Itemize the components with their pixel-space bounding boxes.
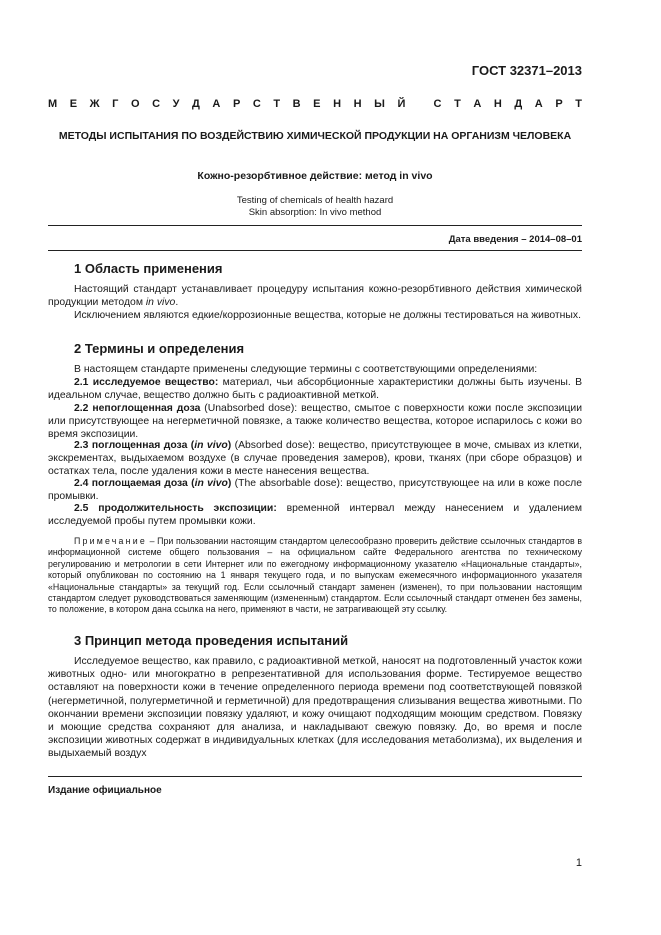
page-number: 1 bbox=[575, 857, 582, 869]
heading-letter: Т bbox=[575, 98, 582, 110]
english-title bbox=[48, 195, 582, 219]
term-2-2 bbox=[48, 402, 582, 442]
heading-letter: Н bbox=[353, 98, 362, 110]
note-label: Примечание bbox=[74, 536, 147, 546]
section-3-paragraph-1: Исследуемое вещество, как правило, с радиоактивной меткой, наносят на подготовленный участок кожи животных одно- или многократно в репрезентативной для использования форме. Тестируемое вещество оставляют на поверхности кожи в течение определенного периода времени под соответствующей повязкой (негерметичной, полугерметичной и герметичной) для предотвращения слизывания вещества животными. По окончании времени экспозиции повязку удаляют, и кожу очищают подходящим моющим средством. Повязку и моющие средства сохраняют для анализа, и накладывают свежую повязку. До, во время и после экспозиции животных содержат в индивидуальных клетках (для исследования метаболизма), их выделения и выдыхаемый воздух bbox=[48, 656, 582, 760]
heading-letter: А bbox=[212, 98, 221, 110]
heading-letter: Н bbox=[333, 98, 342, 110]
term-label: 2.4 поглощаемая доза ( bbox=[74, 478, 195, 489]
heading-letter: Т bbox=[273, 98, 281, 110]
heading-letter: Т bbox=[454, 98, 461, 110]
term-definition: временной интервал между нанесением и удалением исследуемой пробы путем промывки кожи. bbox=[48, 503, 582, 528]
english-title-line1: Testing of chemicals of health hazard bbox=[236, 195, 394, 206]
term-2-1 bbox=[48, 376, 582, 402]
divider bbox=[48, 776, 582, 777]
note-text: – При пользовании настоящим стандартом целесообразно проверить действие ссылочных стандартов в информационной системе общего пользования – на официальном сайте Федерального агентства по техническому регулированию и метрологии в сети Интернет или по ежегодному информационному указателю «Национальные стандарты», который опубликован по состоянию на 1 января текущего года, и по выпускам ежемесячного информационного указателя «Национальные стандарты» за текущий год. Если ссылочный стандарт заменен (изменен), то при пользовании настоящим стандартом следует руководствоваться заменяющим (измененным) стандартом. Если ссылочный стандарт отменен без замены, то положение, в котором дана ссылка на него, применяют в части, не затрагивающей эту ссылку. bbox=[48, 536, 582, 615]
heading-letter: Д bbox=[192, 98, 200, 110]
term-label: 2.5 продолжительность экспозиции: bbox=[74, 503, 277, 514]
heading-letter: Й bbox=[397, 98, 406, 110]
heading-letter: С bbox=[433, 98, 442, 110]
official-edition-label: Издание официальное bbox=[48, 785, 162, 796]
heading-letter: У bbox=[172, 98, 180, 110]
section-2-heading: 2 Термины и определения bbox=[74, 341, 245, 356]
term-2-5 bbox=[48, 502, 582, 528]
term-label: ) bbox=[227, 478, 232, 489]
text-run-italic: in vivo bbox=[145, 297, 176, 309]
section-1-paragraph-2: Исключением являются едкие/коррозионные вещества, которые не должны тестироваться на животных. bbox=[74, 310, 581, 321]
term-2-4 bbox=[48, 477, 582, 503]
term-definition: (Absorbed dose): вещество, присутствующее в моче, смывах из клетки, экскрементах, выдыхаемом воздухе (в случае проведения замеров), крови, тканях (при сборе образцов) и остатках тела, после удаления кожи в месте нанесения вещества. bbox=[48, 440, 582, 478]
section-1-paragraph-1 bbox=[48, 283, 582, 309]
divider bbox=[48, 225, 582, 226]
heading-letter: А bbox=[473, 98, 482, 110]
divider bbox=[48, 250, 582, 251]
section-3-heading: 3 Принцип метода проведения испытаний bbox=[74, 633, 349, 648]
section-1-heading: 1 Область применения bbox=[74, 261, 223, 276]
heading-letter: С bbox=[152, 98, 161, 110]
text-run: Настоящий стандарт устанавливает процедуру испытания кожно-резорбтивного действия химической продукции методом bbox=[48, 284, 582, 309]
heading-letter: М bbox=[48, 98, 58, 110]
heading-letter: В bbox=[292, 98, 301, 110]
heading-letter: Е bbox=[69, 98, 78, 110]
section-2-intro: В настоящем стандарте применены следующие термины с соответствующими определениями: bbox=[74, 364, 538, 375]
document-subtitle: Кожно-резорбтивное действие: метод in vivo bbox=[197, 170, 433, 182]
standard-type-heading bbox=[48, 98, 582, 110]
heading-letter: А bbox=[534, 98, 543, 110]
term-label: ) bbox=[227, 440, 232, 451]
heading-letter: О bbox=[130, 98, 140, 110]
heading-letter: Е bbox=[313, 98, 321, 110]
heading-letter: Д bbox=[514, 98, 523, 110]
heading-letter: Р bbox=[555, 98, 563, 110]
term-label: 2.1 исследуемое вещество: bbox=[74, 377, 219, 388]
introduction-date: Дата введения – 2014–08–01 bbox=[448, 234, 582, 245]
term-definition: (Unabsorbed dose): вещество, смытое с поверхности кожи после экспозиции или присутствующее на негерметичной повязке, а также количество вещества, которое испарилось с кожи во время экспозиции. bbox=[48, 403, 583, 441]
gost-number: ГОСТ 32371–2013 bbox=[471, 63, 582, 78]
term-label: 2.3 поглощенная доза ( bbox=[74, 440, 195, 451]
term-definition: (The absorbable dose): вещество, присутствующее на или в коже после промывки. bbox=[48, 478, 582, 503]
heading-letter: Н bbox=[493, 98, 502, 110]
term-label-italic: in vivo bbox=[194, 440, 228, 451]
term-label-italic: in vivo bbox=[194, 478, 228, 489]
english-title-line2: Skin absorption: In vivo method bbox=[248, 207, 382, 218]
heading-letter: Ы bbox=[374, 98, 385, 110]
term-2-3 bbox=[48, 439, 582, 479]
heading-letter bbox=[418, 98, 421, 110]
heading-letter: Ж bbox=[89, 98, 100, 110]
text-run: . bbox=[175, 297, 179, 309]
term-definition: материал, чьи абсорбционные характеристики должны быть изучены. В идеальном случае, вещество должно быть с радиоактивной меткой. bbox=[48, 377, 582, 402]
heading-letter: С bbox=[252, 98, 261, 110]
heading-letter: Р bbox=[232, 98, 241, 110]
note-paragraph bbox=[48, 536, 582, 616]
document-title: МЕТОДЫ ИСПЫТАНИЯ ПО ВОЗДЕЙСТВИЮ ХИМИЧЕСКОЙ ПРОДУКЦИИ НА ОРГАНИЗМ ЧЕЛОВЕКА bbox=[58, 130, 572, 142]
term-label: 2.2 непоглощенная доза bbox=[74, 403, 201, 414]
heading-letter: Г bbox=[112, 98, 119, 110]
